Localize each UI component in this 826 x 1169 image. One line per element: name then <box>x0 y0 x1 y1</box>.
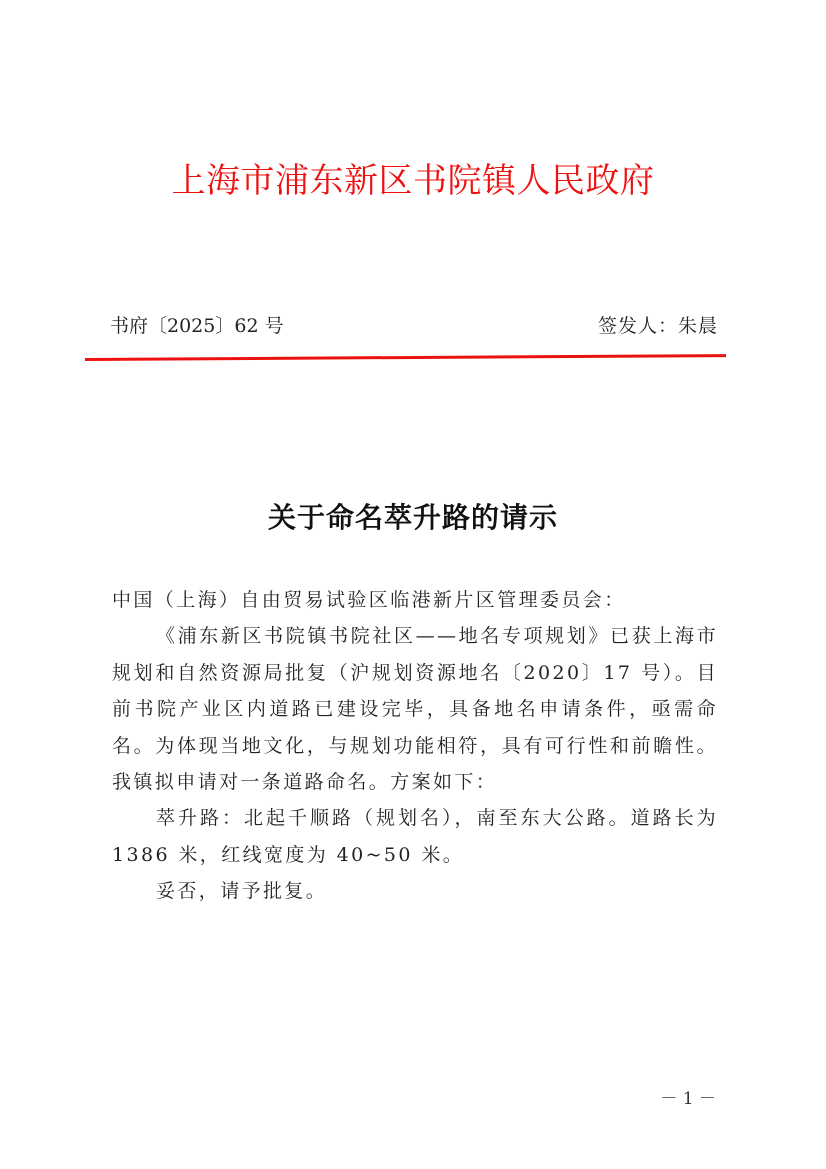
issuing-authority-header: 上海市浦东新区书院镇人民政府 <box>171 161 655 201</box>
red-divider-rule <box>85 354 726 361</box>
document-body <box>112 582 718 910</box>
body-paragraph: 萃升路：北起千顺路（规划名），南至东大公路。道路长为 1386 米，红线宽度为 40~50 米。 <box>112 807 718 866</box>
addressee: 中国（上海）自由贸易试验区临港新片区管理委员会： <box>112 589 626 611</box>
body-paragraph: 《浦东新区书院镇书院社区——地名专项规划》已获上海市规划和自然资源局批复（沪规划资源地名〔2020〕17 号）。目前书院产业区内道路已建设完毕，具备地名申请条件，亟需命名。为体现当地文化，与规划功能相符，具有可行性和前瞻性。我镇拟申请对一条道路命名。方案如下： <box>112 625 718 794</box>
document-number: 书府〔2025〕62 号 <box>110 315 284 337</box>
document-title: 关于命名萃升路的请示 <box>267 501 558 534</box>
closing-paragraph: 妥否，请予批复。 <box>156 880 328 903</box>
issuer-signatory: 签发人：朱晨 <box>597 315 718 337</box>
page-number: － 1 － <box>660 1089 716 1109</box>
